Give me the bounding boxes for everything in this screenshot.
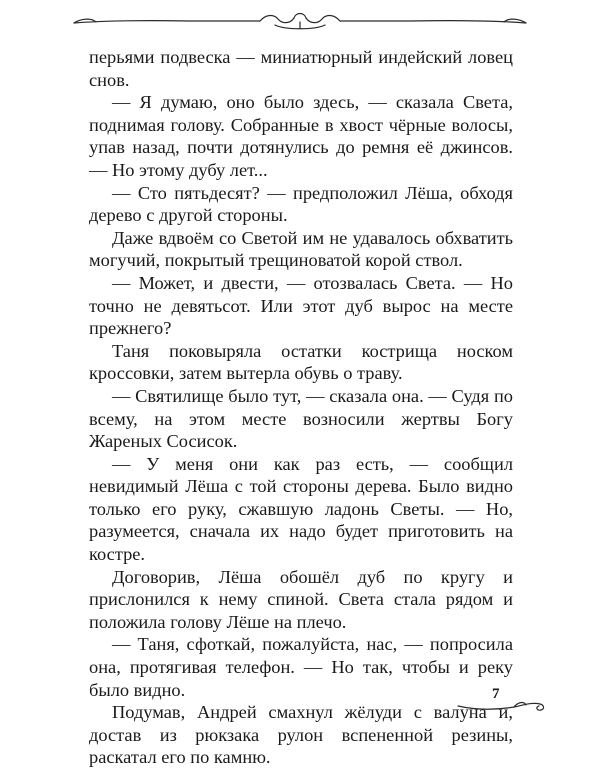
paragraph-8: — У меня они как раз есть, — сообщил невидимый Лёша с той стороны дерева. Было видно только его руку, сжавшую ладонь Светы. — Но, разумеется, сначала их надо будет приготовить на костре. [89,453,513,565]
flourish-divider-icon [70,6,530,32]
paragraph-4: Даже вдвоём со Светой им не удавалось обхватить могучий, покрытый трещиноватой корой ствол. [89,227,513,271]
paragraph-9: Договорив, Лёша обошёл дуб по кругу и прислонился к нему спиной. Света стала рядом и положила голову Лёше на плечо. [89,566,513,632]
paragraph-10: — Таня, сфоткай, пожалуйста, нас, — попросила она, протягивая телефон. — Но так, чтобы и реку было видно. [89,634,513,700]
swash-flourish-icon [456,696,548,714]
paragraph-2: — Я думаю, оно было здесь, — сказала Света, поднимая голову. Собранные в хвост чёрные волосы, упав назад, почти дотянулись до ремня её джинсов. — Но этому дубу лет... [89,92,513,180]
paragraph-3: — Сто пятьдесят? — предположил Лёша, обходя дерево с другой стороны. [89,182,513,226]
paragraph-5: — Может, и двести, — отозвалась Света. — Но точно не девятьсот. Или этот дуб вырос на месте прежнего? [89,272,513,339]
book-text [89,46,513,769]
paragraph-11: Подумав, Андрей смахнул жёлуди с валуна и, достав из рюкзака рулон вспененной резины, раскатал его по камню. [89,702,513,768]
paragraph-1: перьями подвеска — миниатюрный индейский ловец снов. [89,47,513,90]
page-number: 7 [492,686,500,702]
paragraph-7: — Святилище было тут, — сказала она. — Судя по всему, на этом месте возносили жертвы Богу Жареных Сосисок. [89,385,513,452]
paragraph-6: Таня поковыряла остатки кострища носком кроссовки, затем вытерла обувь о траву. [89,340,513,384]
